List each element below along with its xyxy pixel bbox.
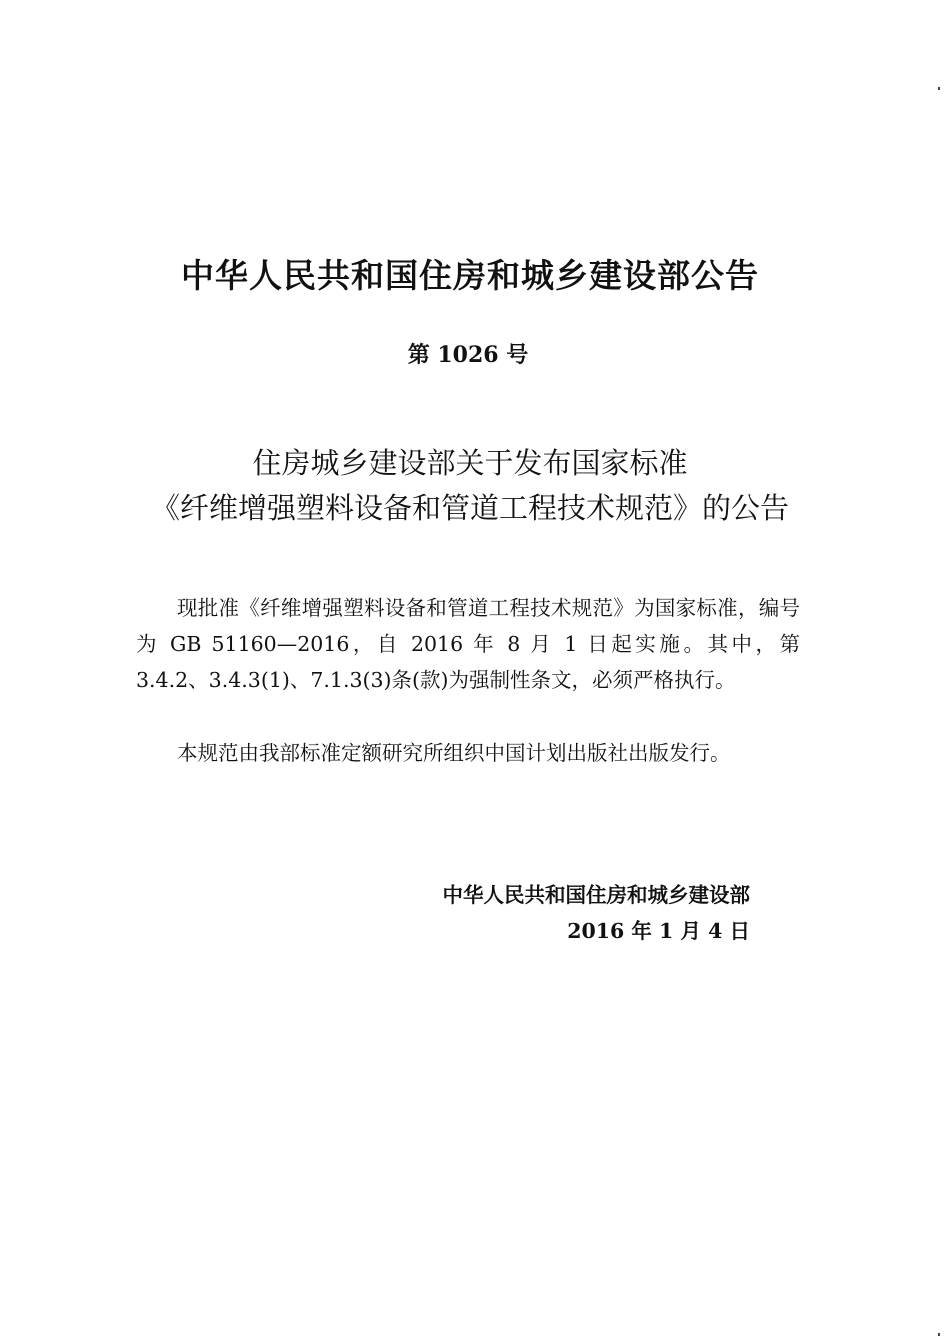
scan-artifact-dot: [938, 87, 940, 90]
paragraph-text: 现批准《纤维增强塑料设备和管道工程技术规范》为国家标准，编号为 GB 51160—2016，自 2016 年 8 月 1 日起实施。其中，第 3.4.2、3.4.3(1)、7.1.3(3)条(款)为强制性条文，必须严格执行。: [136, 596, 800, 692]
paragraph-text: 本规范由我部标准定额研究所组织中国计划出版社出版发行。: [177, 741, 731, 765]
signature-date: 2016 年 1 月 4 日: [567, 919, 750, 943]
body-paragraph-2: [136, 735, 800, 771]
announcement-number: 第 1026 号: [407, 342, 529, 368]
scan-artifact-dot: [938, 1333, 940, 1336]
subtitle-line-1: 住房城乡建设部关于发布国家标准: [252, 446, 688, 480]
signature-organization: 中华人民共和国住房和城乡建设部: [442, 883, 750, 907]
issuer-title: 中华人民共和国住房和城乡建设部公告: [181, 256, 759, 295]
subtitle-line-2: 《纤维增强塑料设备和管道工程技术规范》的公告: [150, 491, 789, 525]
body-paragraph-1: [136, 590, 800, 698]
